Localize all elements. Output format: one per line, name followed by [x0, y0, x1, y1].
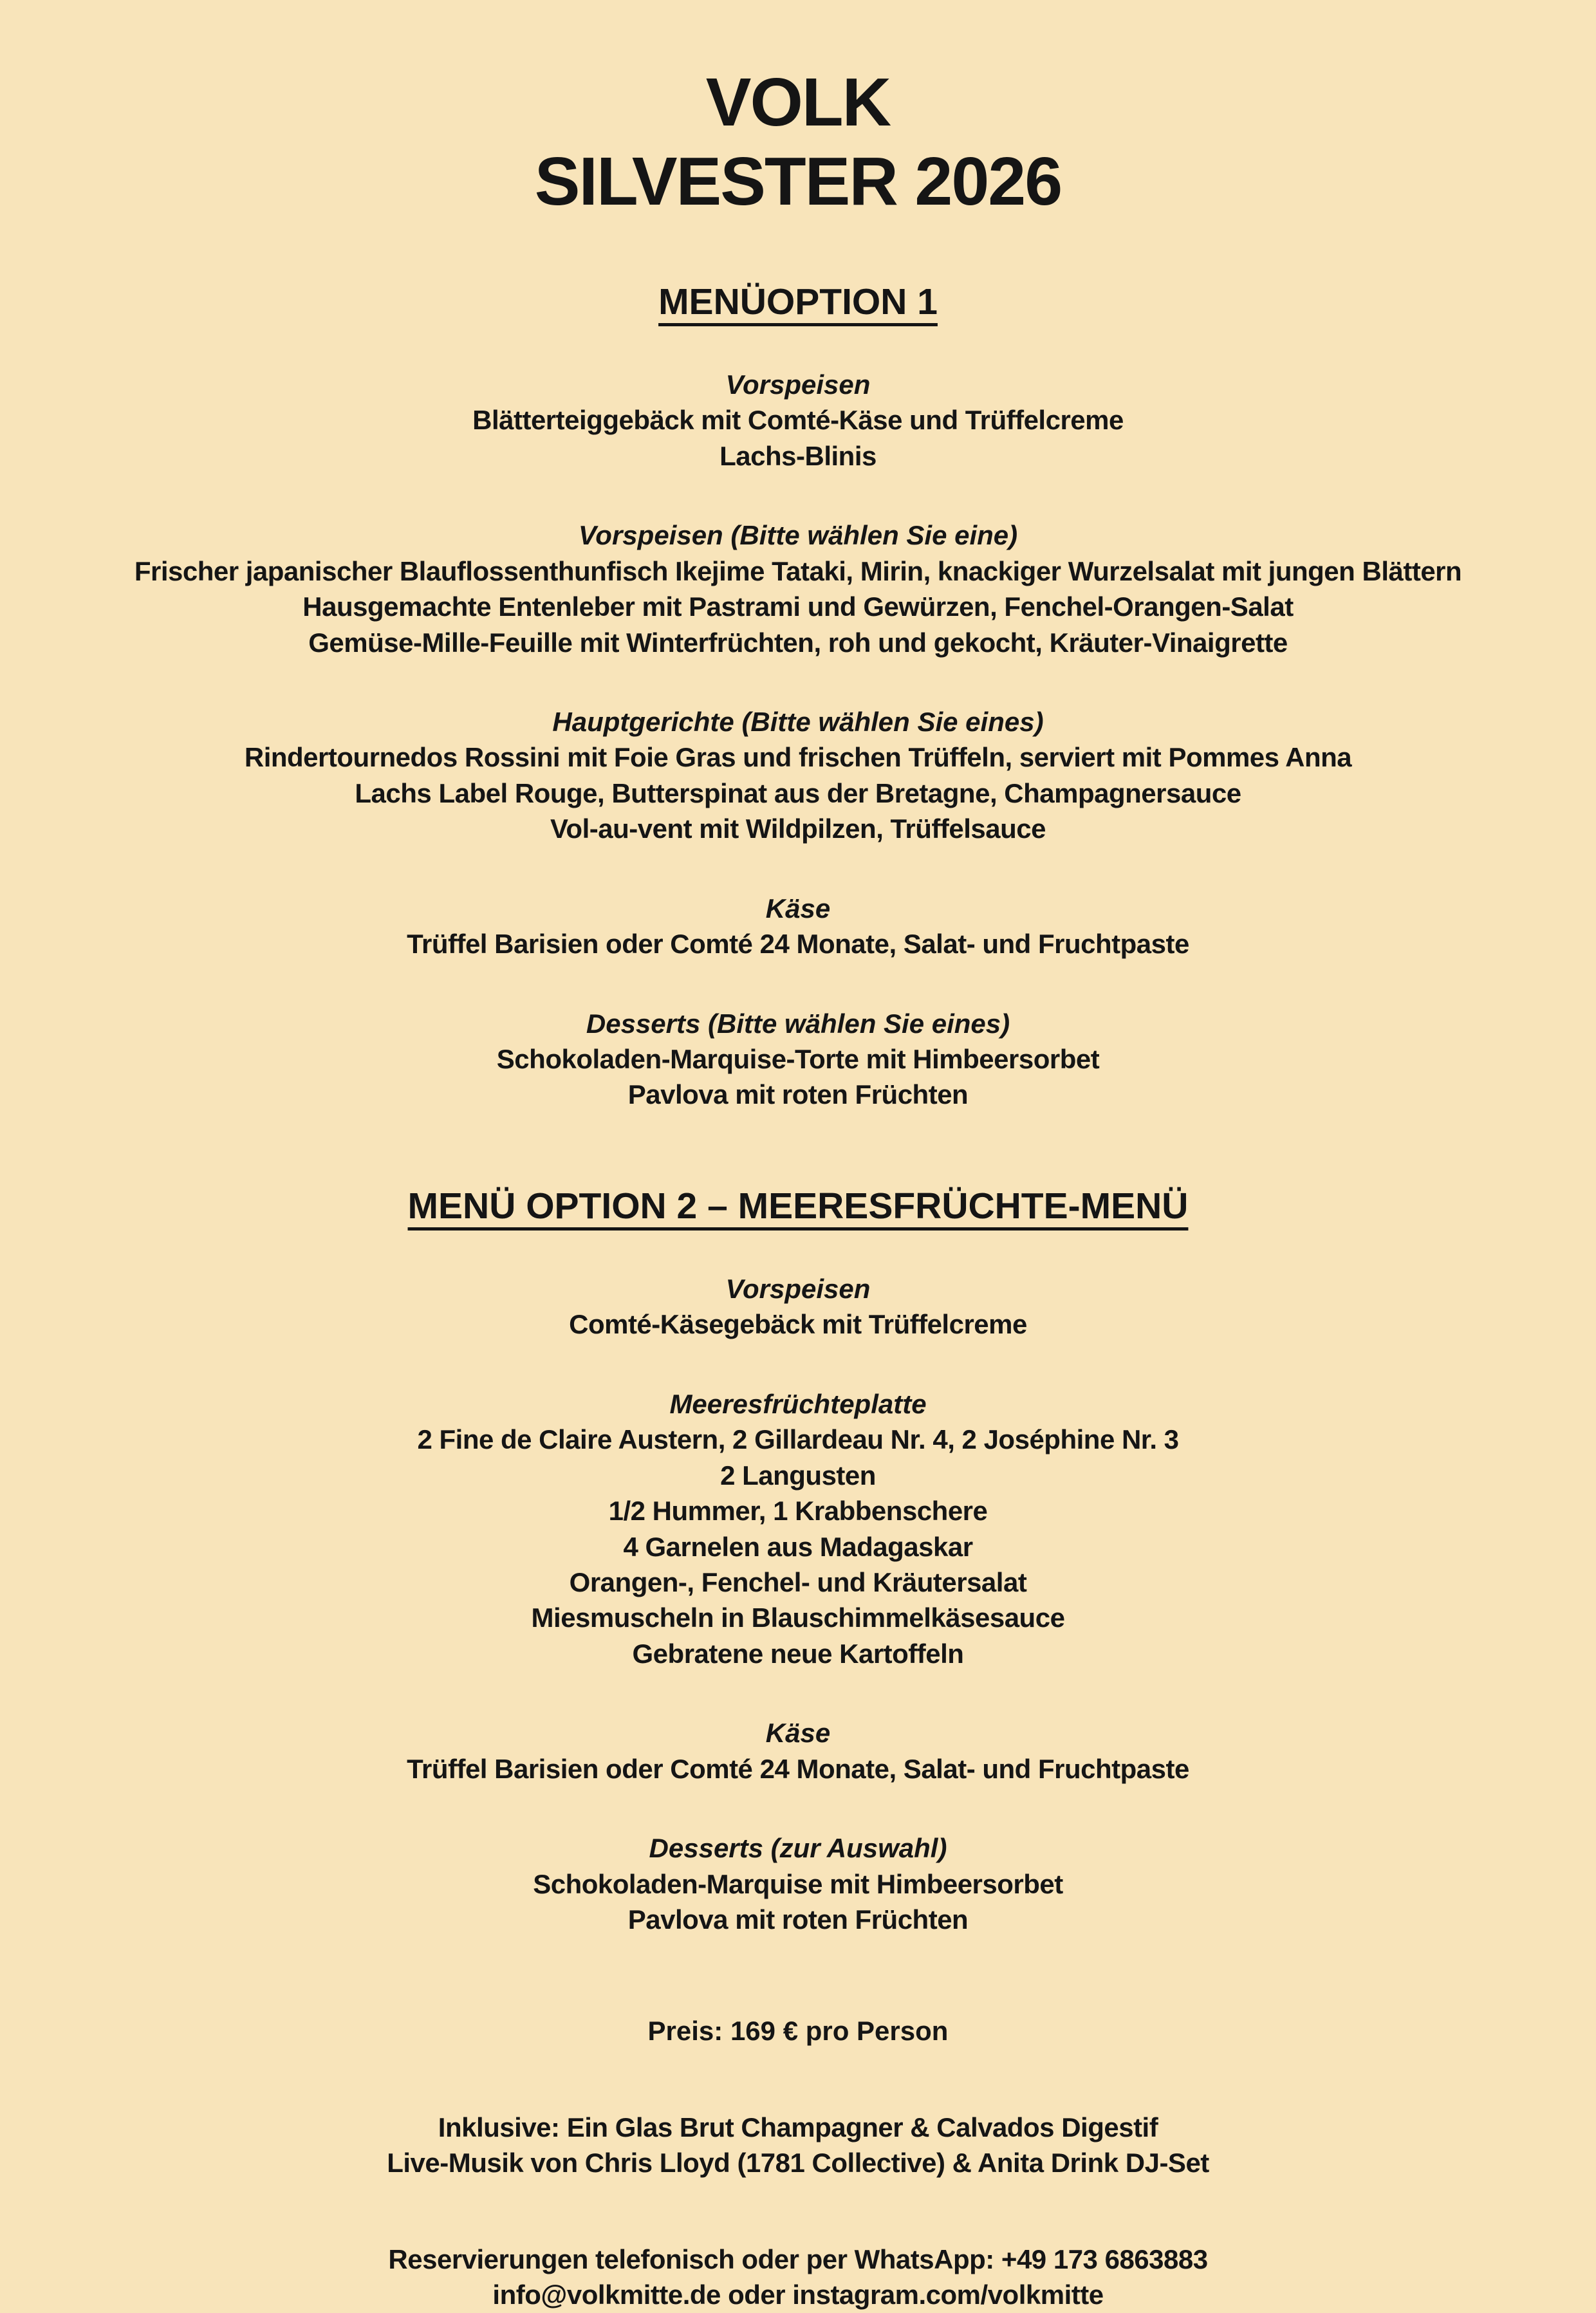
- menu-item: Trüffel Barisien oder Comté 24 Monate, Salat- und Fruchtpaste: [407, 1753, 1189, 1784]
- menu-item: Hausgemachte Entenleber mit Pastrami und Gewürzen, Fenchel-Orangen-Salat: [302, 591, 1294, 622]
- menu-item: Miesmuscheln in Blauschimmelkäsesauce: [531, 1602, 1065, 1633]
- menu2-section-vorspeisen: [15, 1271, 1581, 1342]
- menu-item: Schokoladen-Marquise mit Himbeersorbet: [533, 1868, 1063, 1899]
- menu1-section-desserts: [15, 1006, 1581, 1113]
- menu-item: Orangen-, Fenchel- und Kräutersalat: [569, 1566, 1027, 1597]
- section-label: Desserts (zur Auswahl): [649, 1833, 947, 1864]
- menu-item: 4 Garnelen aus Madagaskar: [623, 1531, 973, 1562]
- menu2: [15, 1113, 1581, 1938]
- menu-item: Blätterteiggebäck mit Comté-Käse und Trüffelcreme: [472, 405, 1124, 436]
- section-label: Vorspeisen: [725, 369, 871, 400]
- menu2-section-meeresfruechteplatte: [15, 1386, 1581, 1672]
- menu-item: Pavlova mit roten Früchten: [627, 1904, 969, 1935]
- page-title-line1: VOLK: [705, 64, 891, 140]
- menu1-section-vorspeisen: [15, 367, 1581, 474]
- menu1-heading: MENÜOPTION 1: [658, 281, 938, 322]
- section-label: Vorspeisen (Bitte wählen Sie eine): [578, 520, 1018, 551]
- menu-item: Gemüse-Mille-Feuille mit Winterfrüchten, roh und gekocht, Kräuter-Vinaigrette: [308, 627, 1288, 658]
- includes-block: [15, 2110, 1581, 2181]
- reservation-line: info@volkmitte.de oder instagram.com/volkmitte: [492, 2280, 1104, 2310]
- price-line: Preis: 169 € pro Person: [647, 2016, 949, 2047]
- menu-item: Pavlova mit roten Früchten: [627, 1079, 969, 1110]
- includes-line: Live-Musik von Chris Lloyd (1781 Collective) & Anita Drink DJ-Set: [387, 2148, 1209, 2178]
- menu-item: Lachs Label Rouge, Butterspinat aus der Bretagne, Champagnersauce: [355, 777, 1241, 808]
- section-label: Käse: [765, 893, 831, 924]
- menu-item: 2 Fine de Claire Austern, 2 Gillardeau Nr. 4, 2 Joséphine Nr. 3: [417, 1424, 1179, 1455]
- section-label: Käse: [765, 1718, 831, 1749]
- section-label: Hauptgerichte (Bitte wählen Sie eines): [552, 706, 1044, 737]
- menu2-heading: MENÜ OPTION 2 – MEERESFRÜCHTE-MENÜ: [407, 1185, 1189, 1227]
- menu1-section-vorspeisen-choice: [15, 517, 1581, 660]
- menu1: [15, 221, 1581, 1113]
- reservation-block: [15, 2242, 1581, 2313]
- menu-item: 2 Langusten: [720, 1460, 876, 1491]
- menu-item: Rindertournedos Rossini mit Foie Gras und frischen Trüffeln, serviert mit Pommes Anna: [244, 742, 1352, 773]
- page-title-line2: SILVESTER 2026: [534, 143, 1062, 219]
- section-label: Vorspeisen: [725, 1273, 871, 1304]
- menu-item: Frischer japanischer Blauflossenthunfisch Ikejime Tataki, Mirin, knackiger Wurzelsalat mit jungen Blättern: [134, 555, 1462, 586]
- menu2-section-desserts: [15, 1830, 1581, 1937]
- menu-item: Lachs-Blinis: [719, 440, 877, 471]
- menu-item: Trüffel Barisien oder Comté 24 Monate, Salat- und Fruchtpaste: [407, 929, 1189, 960]
- section-label: Desserts (Bitte wählen Sie eines): [586, 1008, 1010, 1039]
- menu-item: Comté-Käsegebäck mit Trüffelcreme: [569, 1309, 1027, 1340]
- menu-item: 1/2 Hummer, 1 Krabbenschere: [608, 1496, 988, 1527]
- menu1-section-kaese: [15, 891, 1581, 962]
- menu-item: Gebratene neue Kartoffeln: [632, 1638, 964, 1669]
- menu1-section-hauptgerichte: [15, 704, 1581, 847]
- reservation-line: Reservierungen telefonisch oder per WhatsApp: +49 173 6863883: [388, 2243, 1208, 2274]
- menu-item: Schokoladen-Marquise-Torte mit Himbeersorbet: [496, 1044, 1100, 1075]
- section-label: Meeresfrüchteplatte: [669, 1388, 927, 1419]
- includes-line: Inklusive: Ein Glas Brut Champagner & Calvados Digestif: [438, 2112, 1158, 2142]
- menu-footer: [15, 2013, 1581, 2312]
- menu-item: Vol-au-vent mit Wildpilzen, Trüffelsauce: [550, 813, 1046, 844]
- page-title: [15, 63, 1581, 221]
- menu2-section-kaese: [15, 1715, 1581, 1787]
